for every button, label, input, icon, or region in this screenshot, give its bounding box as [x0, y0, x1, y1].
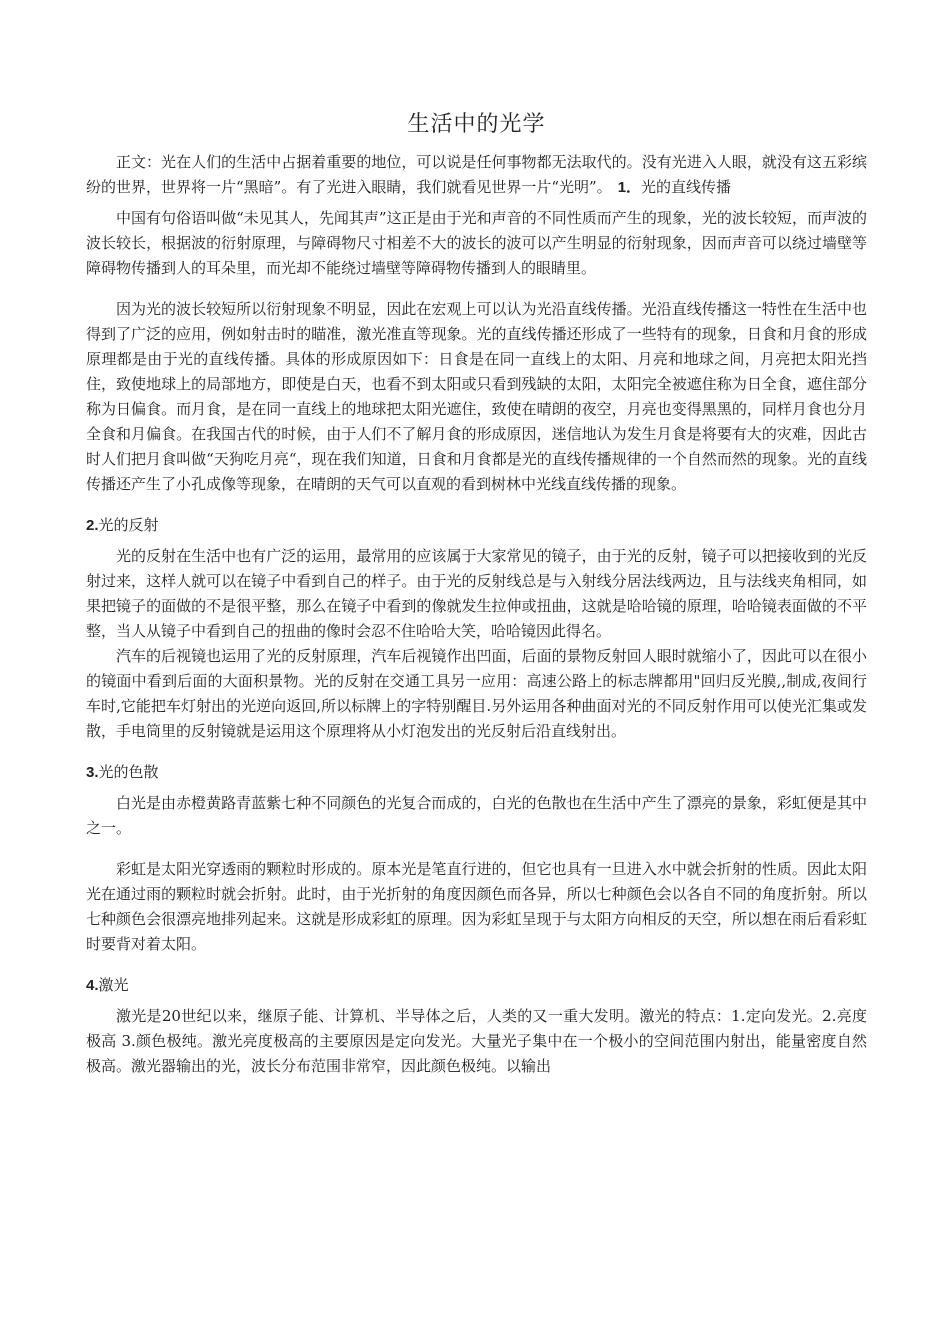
section2-title: 光的反射	[98, 516, 159, 534]
section4-heading	[86, 973, 867, 998]
intro-text: 正文：光在人们的生活中占据着重要的地位，可以说是任何事物都无法取代的。没有光进入人眼，就没有这五彩缤纷的世界，世界将一片“黑暗”。有了光进入眼睛，我们就看见世界一片“光明”。	[86, 153, 867, 196]
section3-heading	[86, 760, 867, 785]
section2-heading	[86, 513, 867, 538]
section3-title: 光的色散	[98, 763, 159, 781]
section3-number: 3.	[86, 764, 99, 781]
section2-number: 2.	[86, 517, 99, 534]
section2-paragraph: 汽车的后视镜也运用了光的反射原理，汽车后视镜作出凹面，后面的景物反射回人眼时就缩小了，因此可以在很小的镜面中看到后面的大面积景物。光的反射在交通工具另一应用：高速公路上的标志牌都用"回归反光膜,,制成,夜间行车时,它能把车灯射出的光逆向返回,所以标牌上的字特别醒目.另外运用各种曲面对光的不同反射作用可以使光汇集或发散，手电筒里的反射镜就是运用这个原理将从小灯泡发出的光反射后沿直线射出。	[86, 647, 867, 740]
section3-paragraph: 彩虹是太阳光穿透雨的颗粒时形成的。原本光是笔直行进的，但它也具有一旦进入水中就会折射的性质。因此太阳光在通过雨的颗粒时就会折射。此时，由于光折射的角度因颜色而各异，所以七种颜色会以各自不同的角度折射。所以七种颜色会很漂亮地排列起来。这就是形成彩虹的原理。因为彩虹呈现于与太阳方向相反的天空，所以想在雨后看彩虹时要背对着太阳。	[86, 860, 867, 953]
section1-title: 光的直线传播	[641, 178, 732, 196]
section1-paragraph: 中国有句俗语叫做“未见其人，先闻其声”这正是由于光和声音的不同性质而产生的现象，光的波长较短，而声波的波长较长，根据波的衍射原理，与障碍物尺寸相差不大的波长的波可以产生明显的衍射现象，因而声音可以绕过墙壁等障碍物传播到人的耳朵里，而光却不能绕过墙壁等障碍物传播到人的眼睛里。	[86, 209, 867, 277]
section4-title: 激光	[98, 976, 129, 994]
section3-paragraph: 白光是由赤橙黄路青蓝紫七种不同颜色的光复合而成的，白光的色散也在生活中产生了漂亮的景象，彩虹便是其中之一。	[86, 794, 867, 837]
section1-heading	[612, 178, 731, 196]
section1-number: 1．	[617, 179, 642, 196]
section4-number: 4.	[86, 977, 99, 994]
section2-paragraph: 光的反射在生活中也有广泛的运用，最常用的应该属于大家常见的镜子，由于光的反射，镜子可以把接收到的光反射过来，这样人就可以在镜子中看到自己的样子。由于光的反射线总是与入射线分居法线两边，且与法线夹角相同，如果把镜子的面做的不是很平整，那么在镜子中看到的像就发生拉伸或扭曲，这就是哈哈镜的原理，哈哈镜表面做的不平整，当人从镜子中看到自己的扭曲的像时会忍不住哈哈大笑，哈哈镜因此得名。	[86, 547, 867, 640]
document-title: 生活中的光学	[407, 112, 546, 137]
section1-paragraph: 因为光的波长较短所以衍射现象不明显，因此在宏观上可以认为光沿直线传播。光沿直线传播这一特性在生活中也得到了广泛的应用，例如射击时的瞄准，激光准直等现象。光的直线传播还形成了一些特有的现象，日食和月食的形成原理都是由于光的直线传播。具体的形成原因如下：日食是在同一直线上的太阳、月亮和地球之间，月亮把太阳光挡住，致使地球上的局部地方，即使是白天，也看不到太阳或只看到残缺的太阳，太阳完全被遮住称为日全食，遮住部分称为日偏食。而月食，是在同一直线上的地球把太阳光遮住，致使在晴朗的夜空，月亮也变得黑黑的，同样月食也分月全食和月偏食。在我国古代的时候，由于人们不了解月食的形成原因，迷信地认为发生月食是将要有大的灾难，因此古时人们把月食叫做“天狗吃月亮“，现在我们知道，日食和月食都是光的直线传播规律的一个自然而然的现象。光的直线传播还产生了小孔成像等现象，在晴朗的天气可以直观的看到树林中光线直线传播的现象。	[86, 300, 867, 493]
intro-paragraph	[86, 150, 867, 200]
section4-paragraph: 激光是20世纪以来，继原子能、计算机、半导体之后，人类的又一重大发明。激光的特点：1.定向发光。2.亮度极高 3.颜色极纯。激光亮度极高的主要原因是定向发光。大量光子集中在一个极小的空间范围内射出，能量密度自然极高。激光器输出的光，波长分布范围非常窄，因此颜色极纯。以输出	[86, 1007, 867, 1075]
